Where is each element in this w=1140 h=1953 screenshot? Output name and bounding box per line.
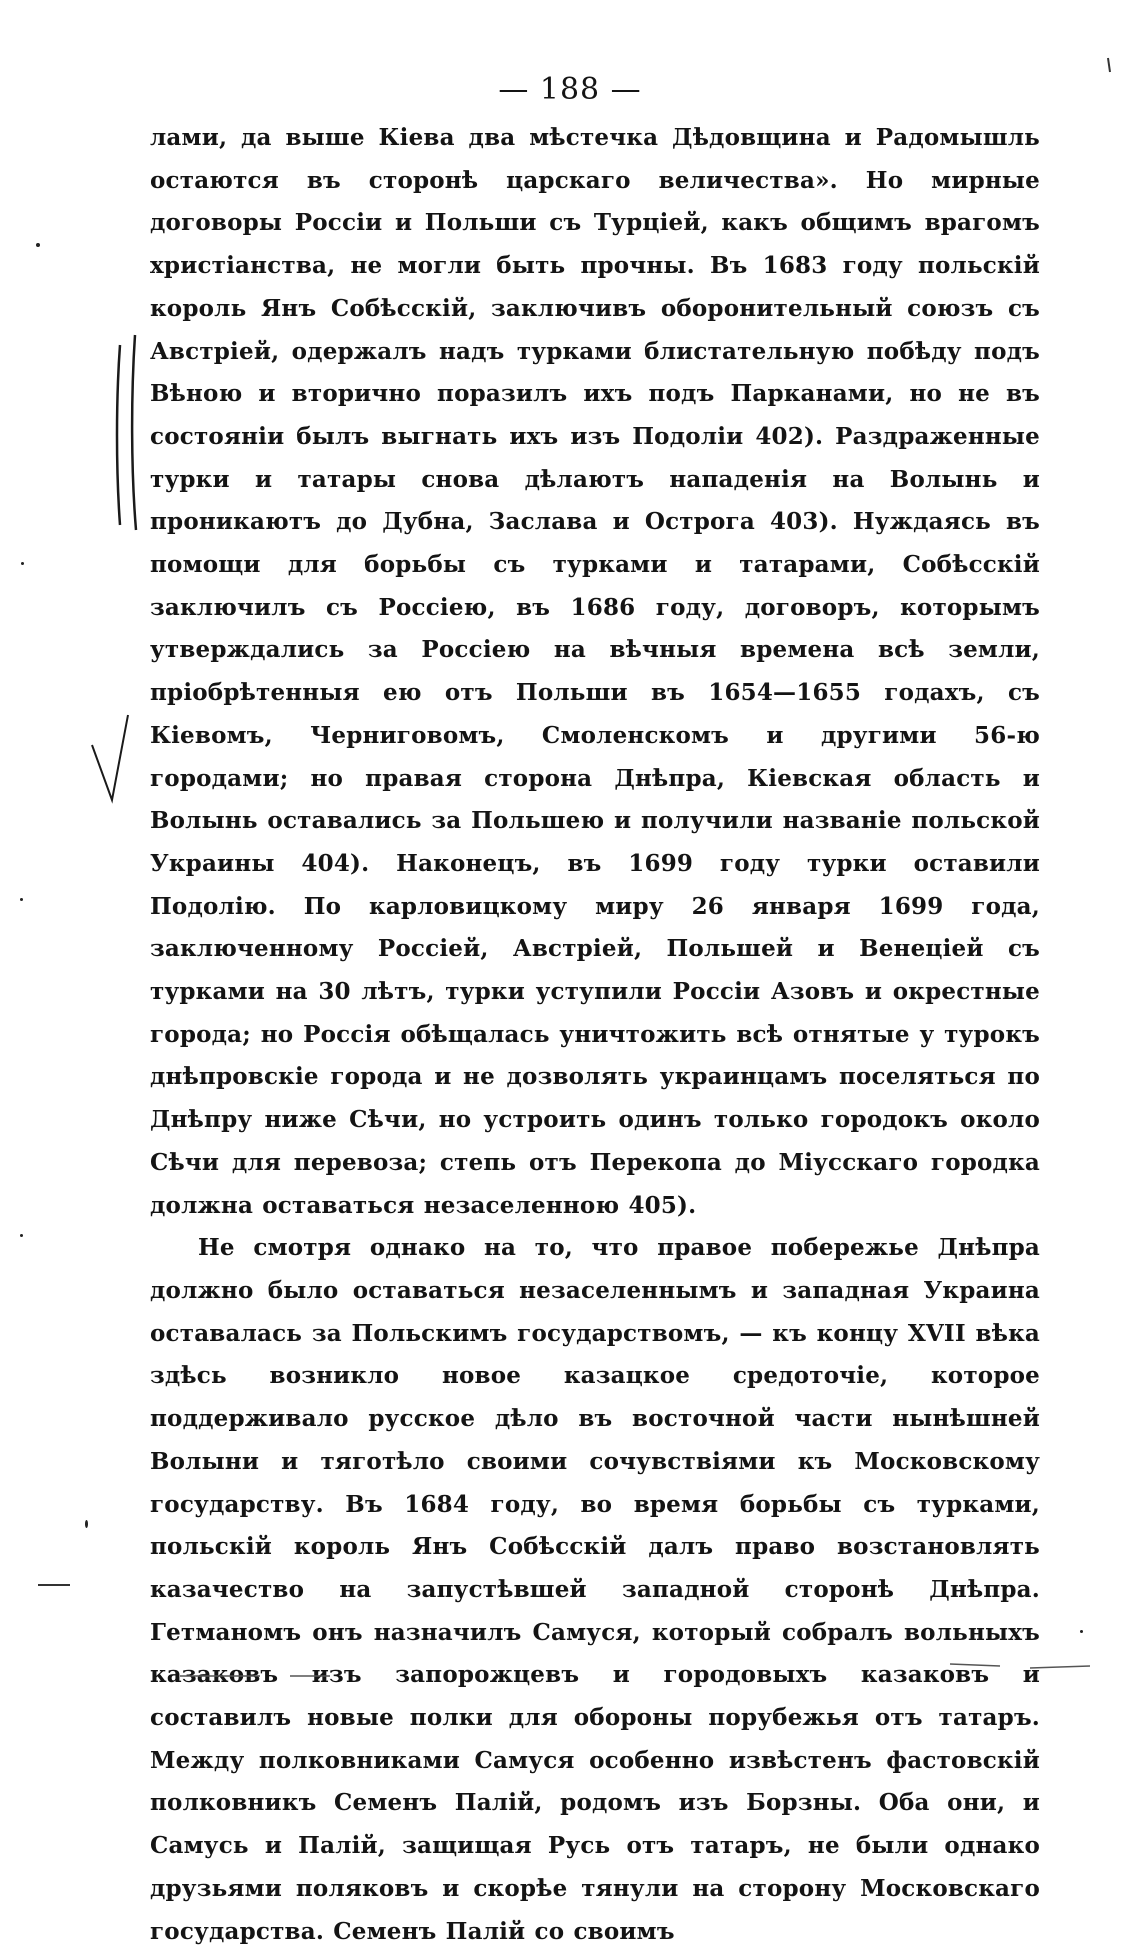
margin-check-mark xyxy=(92,715,128,800)
scan-speck xyxy=(1080,1630,1083,1633)
paragraph-2: Не смотря однако на то, что правое побережье Днѣпра должно было оставаться незаселеннымъ и западная Украина оставалась за Польскимъ государствомъ, — къ концу XVII вѣка здѣсь возникло новое казацкое средоточіе, которое поддерживало русское дѣло въ восточной части нынѣшней Волыни и тяготѣло своими сочувствіями къ Московскому государству. Въ 1684 году, во время борьбы съ турками, польскій король Янъ Собѣсскій далъ право возстановлять казачество на запустѣвшей западной сторонѣ Днѣпра. Гетманомъ онъ назначилъ Самуся, который собралъ вольныхъ казаковъ изъ запорожцевъ и городовыхъ казаковъ и составилъ новые полки для обороны порубежья отъ татаръ. Между полковниками Самуся особенно извѣстенъ фастовскій полковникъ Семенъ Палій, родомъ изъ Борзны. Оба они, и Самусь и Палій, защищая Русь отъ татаръ, не были однако друзьями поляковъ и скорѣе тянули на сторону Московскаго государства. Семенъ Палій со своимъ xyxy=(150,1234,1040,1945)
paragraph-1: лами, да выше Кіева два мѣстечка Дѣдовщина и Радомышль остаются въ сторонѣ царскаго величества». Но мирные договоры Россіи и Польши съ Турціей, какъ общимъ врагомъ христіанства, не могли быть прочны. Въ 1683 году польскій король Янъ Собѣсскій, заключивъ оборонительный союзъ съ Австріей, одержалъ надъ турками блистательную побѣду подъ Вѣною и вторично поразилъ ихъ подъ Парканами, но не въ состояніи былъ выгнать ихъ изъ Подоліи 402). Раздраженные турки и татары снова дѣлаютъ нападенія на Волынь и проникаютъ до Дубна, Заслава и Острога 403). Нуждаясь въ помощи для борьбы съ турками и татарами, Собѣсскій заключилъ съ Россіею, въ 1686 году, договоръ, которымъ утверждались за Россіею на вѣчныя времена всѣ земли, пріобрѣтенныя ею отъ Польши въ 1654—1655 годахъ, съ Кіевомъ, Черниговомъ, Смоленскомъ и другими 56-ю городами; но правая сторона Днѣпра, Кіевская область и Волынь оставались за Польшею и получили названіе польской Украины 404). Наконецъ, въ 1699 году турки оставили Подолію. По карловицкому миру 26 января 1699 года, заключенному Россіей, Австріей, Польшей и Венеціей съ турками на 30 лѣтъ, турки уступили Россіи Азовъ и окрестные города; но Россія обѣщалась уничтожить всѣ отнятые у турокъ днѣпровскіе города и не дозволять украинцамъ поселяться по Днѣпру ниже Сѣчи, но устроить одинъ только городокъ около Сѣчи для перевоза; степь отъ Перекопа до Міусскаго городка должна оставаться незаселенною 405). xyxy=(150,124,1040,1219)
scan-speck xyxy=(85,1520,88,1528)
scan-speck xyxy=(36,243,40,247)
margin-bracket-inner xyxy=(132,335,136,530)
page-number: — 188 — xyxy=(498,72,642,107)
scan-speck xyxy=(20,1234,23,1237)
scan-speck xyxy=(21,562,24,565)
body-text xyxy=(150,117,1040,1953)
margin-bracket-outer xyxy=(117,345,120,525)
scan-speck xyxy=(20,898,23,901)
